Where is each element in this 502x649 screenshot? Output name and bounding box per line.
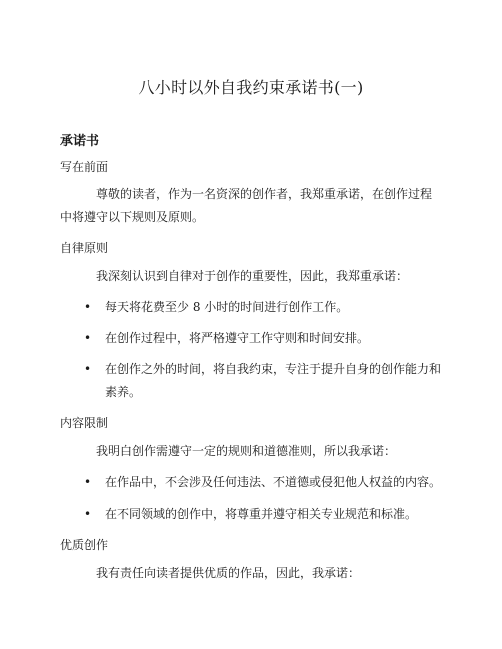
section-heading-content-limits: 内容限制 bbox=[60, 416, 109, 430]
content-limits-intro: 我明白创作需遵守一定的规则和道德准则，所以我承诺： bbox=[96, 444, 397, 458]
list-item-text: 素养。 bbox=[105, 385, 142, 399]
bullet-icon: • bbox=[84, 331, 92, 345]
bullet-icon: • bbox=[84, 475, 92, 489]
list-item-text: 在作品中，不会涉及任何违法、不道德或侵犯他人权益的内容。 bbox=[105, 475, 442, 489]
document-title: 八小时以外自我约束承诺书(一) bbox=[138, 78, 364, 97]
list-item bbox=[60, 358, 445, 381]
bullet-icon: • bbox=[84, 507, 92, 521]
list-item bbox=[60, 327, 445, 350]
section-heading-foreword: 写在前面 bbox=[60, 160, 109, 174]
list-item-text: 每天将花费至少 8 小时的时间进行创作工作。 bbox=[105, 300, 349, 314]
document-heading: 承诺书 bbox=[60, 134, 100, 149]
list-item bbox=[60, 296, 445, 319]
quality-creation-intro: 我有责任向读者提供优质的作品，因此，我承诺： bbox=[96, 566, 361, 580]
section-heading-quality-creation: 优质创作 bbox=[60, 538, 109, 552]
bullet-icon: • bbox=[84, 362, 92, 376]
list-item bbox=[60, 503, 445, 526]
bullet-icon: • bbox=[84, 300, 92, 314]
section-heading-self-discipline: 自律原则 bbox=[60, 241, 109, 255]
list-item bbox=[60, 471, 445, 494]
list-item-text: 在创作之外的时间，将自我约束，专注于提升自身的创作能力和 bbox=[105, 362, 442, 376]
list-item-text: 在不同领域的创作中，将尊重并遵守相关专业规范和标准。 bbox=[105, 507, 418, 521]
foreword-paragraph-line2: 中将遵守以下规则及原则。 bbox=[60, 210, 205, 224]
list-item-continuation bbox=[60, 381, 445, 404]
foreword-paragraph-line1: 尊敬的读者，作为一名资深的创作者，我郑重承诺，在创作过程 bbox=[96, 187, 433, 201]
list-item-text: 在创作过程中，将严格遵守工作守则和时间安排。 bbox=[105, 331, 370, 345]
self-discipline-intro: 我深刻认识到自律对于创作的重要性，因此，我郑重承诺： bbox=[96, 269, 409, 283]
